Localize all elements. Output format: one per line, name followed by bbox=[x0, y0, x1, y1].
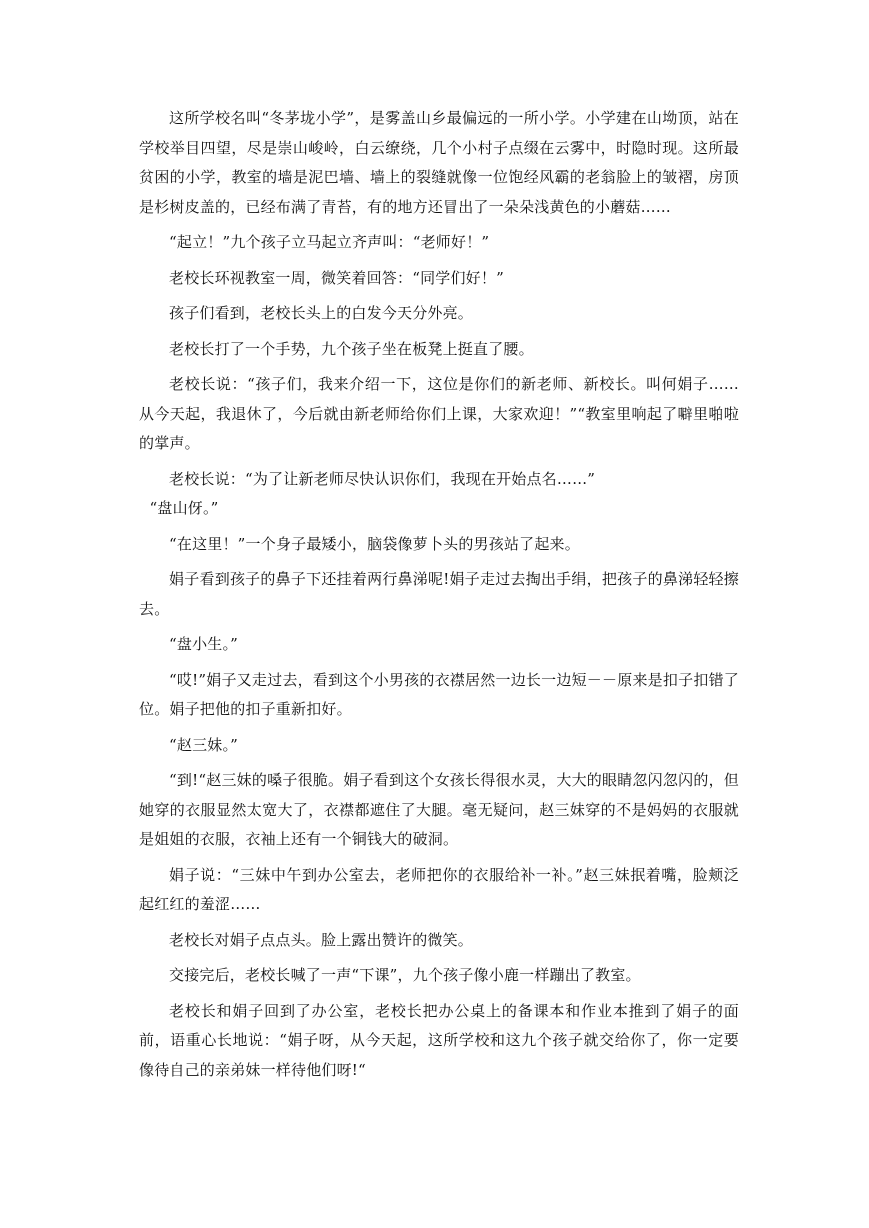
paragraph-name-zhaosanmei: “赵三妹。” bbox=[169, 735, 239, 754]
paragraph-roll-call: 老校长说：“为了让新老师尽快认识你们，我现在开始点名……” bbox=[169, 469, 596, 488]
paragraph-boy-stands: “在这里！”一个身子最矮小，脑袋像萝卜头的男孩站了起来。 bbox=[169, 534, 580, 553]
paragraph-white-hair: 孩子们看到，老校长头上的白发今天分外亮。 bbox=[169, 304, 474, 322]
paragraph-school-description: 这所学校名叫“冬茅垅小学”，是雾盖山乡最偏远的一所小学。小学建在山坳顶，站在学校举目四望，尽是崇山峻岭，白云缭绕，几个小村子点缀在云雾中，时隐时现。这所最贫困的小学，教室的墙是泥巴墙、墙上的裂缝就像一位饱经风霸的老翁脸上的皱褶，房顶是杉树皮盖的，已经布满了青苔，有的地方还冒出了一朵朵浅黄色的小蘑菇…… bbox=[139, 109, 739, 216]
paragraph-principal-nods: 老校长对娟子点点头。脸上露出赞许的微笑。 bbox=[169, 930, 474, 949]
paragraph-hand-gesture: 老校长打了一个手势，九个孩子坐在板凳上挺直了腰。 bbox=[169, 339, 534, 358]
paragraph-office-handover: 老校长和娟子回到了办公室，老校长把办公桌上的备课本和作业本推到了娟子的面前，语重心长地说：“娟子呀，从今天起，这所学校和这九个孩子就交给你了，你一定要像待自己的亲弟妹一样待他们呀!“ bbox=[139, 1001, 739, 1079]
paragraph-class-dismissed: 交接完后，老校长喊了一声“下课”，九个孩子像小鹿一样蹦出了教室。 bbox=[169, 966, 641, 984]
paragraph-introduction: 老校长说：“孩子们，我来介绍一下，这位是你们的新老师、新校长。叫何娟子……从今天起，我退休了，今后就由新老师给你们上课，大家欢迎！”“教室里响起了噼里啪啦的掌声。 bbox=[139, 375, 739, 452]
paragraph-handkerchief: 娟子看到孩子的鼻子下还挂着两行鼻涕呢!娟子走过去掏出手绢，把孩子的鼻涕轻轻擦去。 bbox=[139, 570, 739, 618]
paragraph-buttons: “哎!”娟子又走过去，看到这个小男孩的衣襟居然一边长一边短－－原来是扣子扣错了位。娟子把他的扣子重新扣好。 bbox=[139, 670, 739, 718]
document-page bbox=[139, 104, 739, 1085]
paragraph-name-panshanya: “盘山伢。” bbox=[149, 499, 219, 517]
paragraph-mend-clothes: 娟子说：“三妹中午到办公室去，老师把你的衣服给补一补。”赵三妹抿着嘴，脸颊泛起红红的羞涩…… bbox=[139, 865, 739, 913]
paragraph-stand-up: “起立！”九个孩子立马起立齐声叫：“老师好！” bbox=[169, 233, 490, 251]
paragraph-principal-greeting: 老校长环视教室一周，微笑着回答：“同学们好！” bbox=[169, 268, 504, 287]
paragraph-name-panxiaosheng: “盘小生。” bbox=[169, 635, 239, 653]
paragraph-zhaosanmei-clothes: “到!“赵三妹的嗓子很脆。娟子看到这个女孩长得很水灵，大大的眼睛忽闪忽闪的，但她穿的衣服显然太宽大了，衣襟都遮住了大腿。毫无疑问，赵三妹穿的不是妈妈的衣服就是姐姐的衣服，衣袖上还有一个铜钱大的破洞。 bbox=[139, 771, 739, 848]
